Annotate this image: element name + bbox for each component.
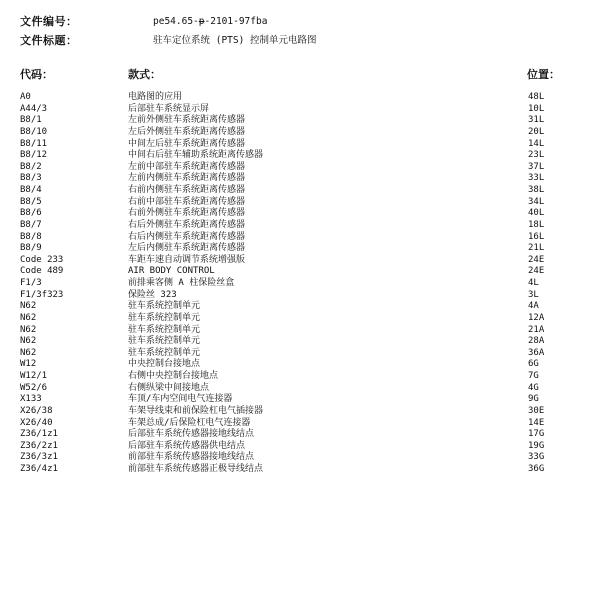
component-code: X26/40	[20, 417, 53, 428]
table-row	[0, 232, 601, 244]
table-row	[0, 243, 601, 255]
component-position: 28A	[528, 336, 545, 347]
column-header-position: 位置：	[527, 68, 560, 81]
component-position: 9G	[528, 394, 539, 405]
component-code: W12/1	[20, 371, 48, 381]
doc-title-row	[0, 33, 601, 49]
component-description: 中间右后驻车辅助系统距离传感器	[128, 150, 264, 161]
component-code: W12	[20, 359, 37, 370]
doc-number-value	[153, 14, 267, 30]
component-position: 36A	[528, 347, 545, 358]
component-code: F1/3f323	[20, 289, 64, 300]
component-description: 电路图的应用	[128, 92, 183, 102]
component-position: 24E	[528, 266, 545, 277]
component-code: A44/3	[20, 103, 48, 114]
component-code: B8/12	[20, 150, 48, 161]
component-position: 33L	[528, 173, 545, 184]
table-row	[0, 127, 601, 139]
component-description: 右后外侧驻车系统距离传感器	[128, 219, 246, 230]
table-row	[0, 197, 601, 209]
component-description: 驻车系统控制单元	[128, 347, 201, 358]
doc-number-part-2: -2101-97fba	[204, 16, 268, 27]
component-position: 37L	[528, 161, 545, 172]
component-code: Z36/2z1	[20, 440, 58, 451]
component-description: 前排乘客侧 A 柱保险丝盒	[128, 278, 235, 288]
component-code: Code 233	[20, 254, 64, 265]
doc-number-label: 文件编号：	[20, 15, 78, 28]
table-row	[0, 139, 601, 151]
component-description: 驻车系统控制单元	[128, 301, 201, 312]
component-description: 后部驻车系统传感器接地线结点	[128, 429, 255, 440]
component-description: 右侧中央控制台接地点	[128, 371, 219, 381]
table-row	[0, 104, 601, 116]
component-position: 4L	[528, 278, 539, 288]
component-position: 4A	[528, 301, 539, 312]
component-position: 4G	[528, 382, 539, 393]
component-description: 车架导线束和前保险杠电气插接器	[128, 405, 264, 416]
table-row	[0, 418, 601, 430]
table-row	[0, 359, 601, 371]
component-code: F1/3	[20, 278, 42, 288]
component-position: 31L	[528, 115, 545, 126]
component-description: 中间左后驻车系统距离传感器	[128, 138, 246, 149]
table-row	[0, 290, 601, 302]
table-row	[0, 150, 601, 162]
component-position: 20L	[528, 126, 545, 137]
table-row	[0, 348, 601, 360]
component-description: 右前外侧驻车系统距离传感器	[128, 208, 246, 219]
component-position: 17G	[528, 429, 545, 440]
component-code: B8/8	[20, 231, 42, 242]
component-description: 右前内侧驻车系统距离传感器	[128, 185, 246, 195]
component-description: 右侧纵梁中间接地点	[128, 382, 210, 393]
component-code: N62	[20, 324, 37, 335]
component-code: B8/3	[20, 173, 42, 184]
doc-number-struck-char: p	[198, 16, 205, 27]
component-code: B8/11	[20, 138, 48, 149]
component-code: N62	[20, 336, 37, 347]
component-description: 前部驻车系统传感器接地线结点	[128, 452, 255, 463]
component-code: N62	[20, 347, 37, 358]
component-description: 前部驻车系统传感器正极导线结点	[128, 464, 264, 474]
component-position: 38L	[528, 185, 545, 195]
component-position: 14L	[528, 138, 545, 149]
component-description: 驻车系统控制单元	[128, 324, 201, 335]
component-position: 6G	[528, 359, 539, 370]
component-description: 右前中部驻车系统距离传感器	[128, 196, 246, 207]
component-description: 左前内侧驻车系统距离传感器	[128, 173, 246, 184]
component-description: 右后内侧驻车系统距离传感器	[128, 231, 246, 242]
table-row	[0, 371, 601, 383]
component-position: 36G	[528, 464, 545, 474]
component-code: Z36/1z1	[20, 429, 58, 440]
table-row	[0, 441, 601, 453]
table-row	[0, 336, 601, 348]
component-code: W52/6	[20, 382, 48, 393]
component-description: 左后外侧驻车系统距离传感器	[128, 126, 246, 137]
component-position: 48L	[528, 92, 545, 102]
table-row	[0, 255, 601, 267]
table-row	[0, 452, 601, 464]
table-row	[0, 313, 601, 325]
table-row	[0, 464, 601, 476]
component-description: 车架总成/后保险杠电气连接器	[128, 417, 251, 428]
component-position: 19G	[528, 440, 545, 451]
component-code: B8/6	[20, 208, 42, 219]
component-code: Z36/4z1	[20, 464, 58, 474]
doc-number-row	[0, 14, 601, 30]
doc-number-part-1: pe54.65-	[153, 16, 199, 27]
component-code: Z36/3z1	[20, 452, 58, 463]
component-position: 21L	[528, 243, 545, 254]
table-row	[0, 220, 601, 232]
component-code: N62	[20, 301, 37, 312]
component-position: 21A	[528, 324, 545, 335]
table-row	[0, 301, 601, 313]
component-position: 7G	[528, 371, 539, 381]
component-code: Code 489	[20, 266, 64, 277]
component-position: 30E	[528, 405, 545, 416]
component-description: 后部驻车系统显示屏	[128, 103, 210, 114]
table-row	[0, 325, 601, 337]
component-code: B8/4	[20, 185, 42, 195]
component-code: B8/2	[20, 161, 42, 172]
component-code: B8/5	[20, 196, 42, 207]
component-code: X26/38	[20, 405, 53, 416]
doc-title-value: 驻车定位系统 (PTS) 控制单元电路图	[153, 35, 317, 46]
component-description: 驻车系统控制单元	[128, 312, 201, 323]
table-row	[0, 92, 601, 104]
component-description: 车距车速自动调节系统增强版	[128, 254, 246, 265]
component-description: 后部驻车系统传感器供电结点	[128, 440, 246, 451]
table-row	[0, 162, 601, 174]
component-description: AIR BODY CONTROL	[128, 266, 215, 277]
component-position: 3L	[528, 289, 539, 300]
component-code: A0	[20, 92, 31, 102]
component-table	[0, 92, 601, 476]
table-row	[0, 383, 601, 395]
column-header-description: 款式：	[128, 68, 161, 81]
component-description: 保险丝 323	[128, 289, 177, 300]
component-description: 左前外侧驻车系统距离传感器	[128, 115, 246, 126]
component-position: 12A	[528, 312, 545, 323]
component-description: 中央控制台接地点	[128, 359, 201, 370]
component-description: 车顶/车内空间电气连接器	[128, 394, 233, 405]
component-position: 14E	[528, 417, 545, 428]
column-header-code: 代码：	[20, 68, 53, 81]
component-code: B8/9	[20, 243, 42, 254]
component-position: 40L	[528, 208, 545, 219]
table-row	[0, 278, 601, 290]
table-row	[0, 185, 601, 197]
component-position: 34L	[528, 196, 545, 207]
doc-title-label: 文件标题：	[20, 34, 78, 47]
component-code: X133	[20, 394, 42, 405]
component-description: 左后内侧驻车系统距离传感器	[128, 243, 246, 254]
table-row	[0, 208, 601, 220]
component-description: 驻车系统控制单元	[128, 336, 201, 347]
table-row	[0, 406, 601, 418]
component-position: 10L	[528, 103, 545, 114]
component-code: B8/10	[20, 126, 48, 137]
component-description: 左前中部驻车系统距离传感器	[128, 161, 246, 172]
component-code: B8/1	[20, 115, 42, 126]
component-code: B8/7	[20, 219, 42, 230]
table-row	[0, 429, 601, 441]
component-position: 16L	[528, 231, 545, 242]
table-row	[0, 266, 601, 278]
component-code: N62	[20, 312, 37, 323]
component-position: 23L	[528, 150, 545, 161]
table-row	[0, 173, 601, 185]
component-position: 18L	[528, 219, 545, 230]
component-position: 33G	[528, 452, 545, 463]
table-row	[0, 394, 601, 406]
component-position: 24E	[528, 254, 545, 265]
table-row	[0, 115, 601, 127]
